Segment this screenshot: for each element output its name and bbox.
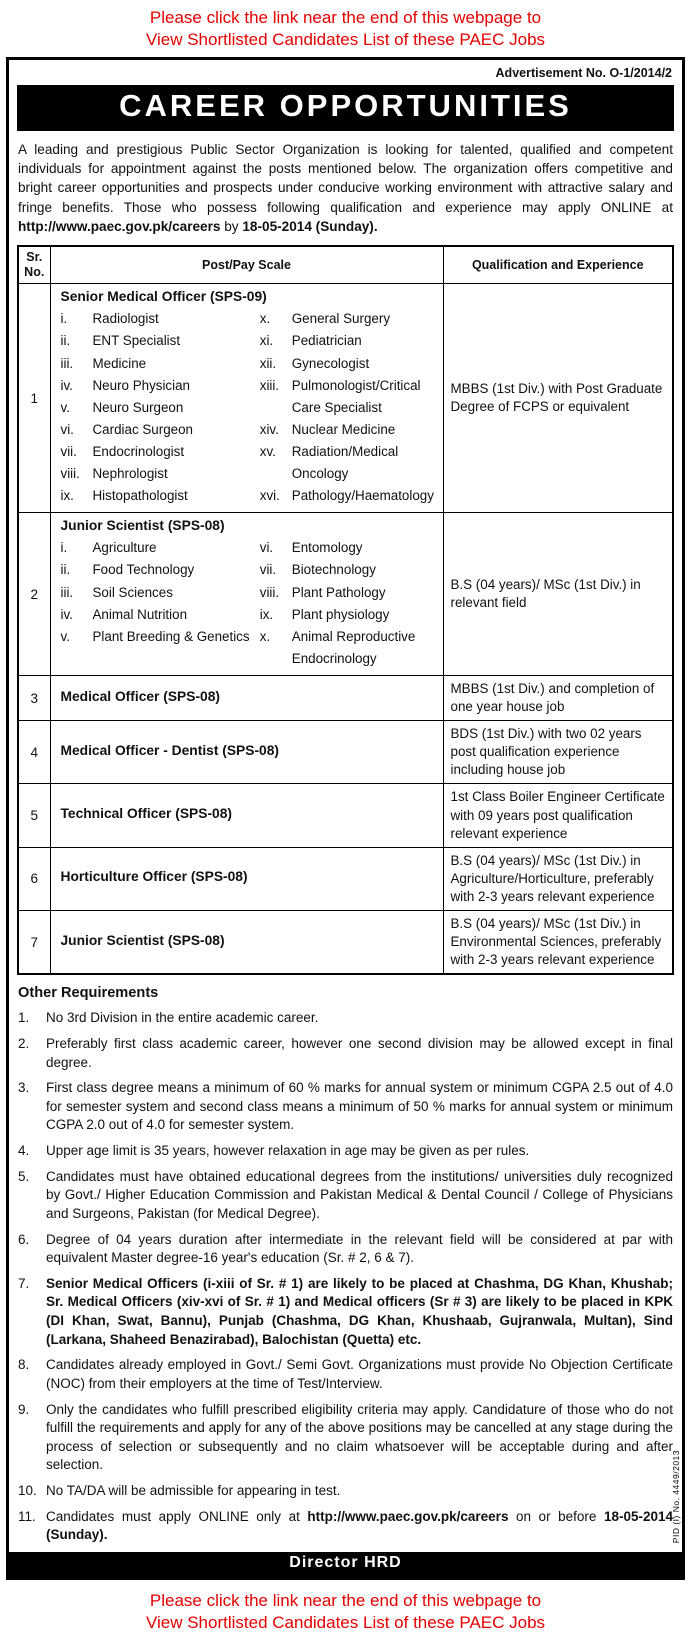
specialty-item xyxy=(61,559,260,581)
requirement-text: No TA/DA will be admissible for appearing in test. xyxy=(46,1483,341,1499)
requirement-number: 5. xyxy=(18,1168,30,1184)
col-header-sr-no: Sr. No. xyxy=(18,246,50,284)
specialty-column-left xyxy=(61,537,260,670)
requirement-item xyxy=(18,1168,673,1224)
post-cell xyxy=(50,513,443,676)
col-header-post-pay-scale: Post/Pay Scale xyxy=(50,246,443,284)
requirement-number: 3. xyxy=(18,1080,30,1096)
post-cell xyxy=(50,284,443,513)
specialty-item xyxy=(61,626,260,648)
post-cell xyxy=(50,676,443,721)
director-hrd-bar xyxy=(9,1552,682,1577)
specialty-numeral: x. xyxy=(259,311,271,327)
specialty-label: Agriculture xyxy=(92,540,157,556)
job-row-junior-scientist-2 xyxy=(18,911,673,975)
notice-bottom xyxy=(0,1590,691,1635)
requirement-text: Preferably first class academic career, however one second division may be allowed except in final degree. xyxy=(46,1035,673,1070)
qualification-cell: B.S (04 years)/ MSc (1st Div.) in Environmental Sciences, preferably with 2-3 years relevant experience xyxy=(443,911,673,975)
sr-cell: 6 xyxy=(18,847,50,910)
specialty-label: Entomology xyxy=(291,540,363,556)
requirement-number: 4. xyxy=(18,1143,30,1159)
requirement-text: Senior Medical Officers (i-xiii of Sr. # 1) are likely to be placed at Chashma, DG Khan, Khushab; Sr. Medical Officers (xiv-xvi of Sr. # 1) and Medical officers (Sr # 3) are likely to be placed in KPK (DI Khan, Swat, Bannu), Punjab (Chashma, DG Khan, Khushaab, Gujranwala, Multan), Sind (Larkana, Shaheed Benazirabad), Balochistan (Quetta) etc. xyxy=(46,1275,673,1347)
post-cell xyxy=(50,721,443,784)
specialty-numeral: viii. xyxy=(60,466,80,482)
notice-top-line1: Please click the link near the end of this webpage to xyxy=(149,8,542,27)
sr-cell: 1 xyxy=(18,284,50,513)
requirement-item xyxy=(18,1508,673,1545)
notice-top xyxy=(0,7,691,52)
specialty-label: Radiologist xyxy=(92,311,159,327)
specialty-label: Pediatrician xyxy=(291,333,362,349)
specialty-numeral: v. xyxy=(60,399,70,415)
post-cell xyxy=(50,784,443,847)
specialty-item xyxy=(61,308,260,330)
requirement-number: 10. xyxy=(18,1483,37,1499)
pid-reference-note: PID (I) No. 4449/2013 xyxy=(671,1449,681,1543)
sr-cell: 7 xyxy=(18,911,50,975)
specialty-numeral: viii. xyxy=(259,584,280,600)
qualification-cell: MBBS (1st Div.) with Post Graduate Degree of FCPS or equivalent xyxy=(443,284,673,513)
specialty-numeral: xiii. xyxy=(259,377,280,393)
post-cell xyxy=(50,911,443,975)
specialty-numeral: ii. xyxy=(60,333,71,349)
requirement-number: 2. xyxy=(18,1035,30,1051)
specialty-list xyxy=(61,308,437,507)
specialty-numeral: i. xyxy=(60,540,68,556)
specialty-list xyxy=(61,537,437,670)
specialty-item xyxy=(260,582,437,604)
requirement-number: 6. xyxy=(18,1231,30,1247)
specialty-label: Gynecologist xyxy=(291,355,370,371)
specialty-item xyxy=(61,485,260,507)
specialty-item xyxy=(61,604,260,626)
specialty-numeral: vi. xyxy=(60,421,74,437)
specialty-item xyxy=(260,419,442,441)
notice-top-line2: View Shortlisted Candidates List of these PAEC Jobs xyxy=(145,30,546,50)
requirement-item xyxy=(18,1356,673,1393)
specialty-item xyxy=(260,441,442,485)
post-title: Junior Scientist (SPS-08) xyxy=(60,932,225,948)
specialty-numeral: i. xyxy=(60,311,68,327)
requirement-item xyxy=(18,1009,673,1028)
sr-cell: 3 xyxy=(18,676,50,721)
specialty-numeral: iv. xyxy=(60,377,73,393)
specialty-column-right xyxy=(260,537,437,670)
specialty-numeral: vii. xyxy=(60,444,77,460)
other-requirements-section xyxy=(18,985,673,1545)
specialty-numeral: v. xyxy=(60,628,70,644)
specialty-column-right xyxy=(260,308,442,507)
specialty-item xyxy=(61,463,260,485)
qualification-cell: B.S (04 years)/ MSc (1st Div.) in relevant field xyxy=(443,513,673,676)
specialty-numeral: iii. xyxy=(60,584,74,600)
post-title: Medical Officer (SPS-08) xyxy=(60,688,220,704)
sr-cell: 2 xyxy=(18,513,50,676)
specialty-label: Biotechnology xyxy=(291,562,376,578)
job-row-junior-scientist xyxy=(18,513,673,676)
specialty-numeral: ix. xyxy=(60,488,74,504)
requirement-item xyxy=(18,1275,673,1350)
specialty-item xyxy=(260,353,442,375)
requirement-text: First class degree means a minimum of 60 % marks for annual system or minimum CGPA 2.5 out of 4.0 for semester system and second class means a minimum of 50 % marks for annual system or minimum CGPA 2.0 out of 4.0 for semester system. xyxy=(46,1080,673,1133)
requirement-item xyxy=(18,1035,673,1072)
specialty-label: Neuro Surgeon xyxy=(92,399,184,415)
col-header-qualification: Qualification and Experience xyxy=(443,246,673,284)
requirement-number: 11. xyxy=(18,1508,36,1524)
specialty-numeral: xii. xyxy=(259,355,277,371)
specialty-numeral: vi. xyxy=(259,540,274,556)
other-requirements-heading: Other Requirements xyxy=(18,985,159,1002)
specialty-item xyxy=(260,604,437,626)
requirement-number: 9. xyxy=(18,1401,30,1417)
specialty-item xyxy=(260,308,442,330)
requirement-item xyxy=(18,1079,673,1135)
specialty-item xyxy=(61,330,260,352)
post-cell xyxy=(50,847,443,910)
specialty-label: Animal Nutrition xyxy=(92,606,188,622)
intro-paragraph: A leading and prestigious Public Sector Organization is looking for talented, qualified and competent individuals for appointment against the posts mentioned below. The organization offers competitive and bright career opportunities and prospects under conducive working environment with attractive salary and fringe benefits. Those who possess following qualification and experience may apply ONLINE at http://www.paec.gov.pk/careers by 18-05-2014 (Sunday). xyxy=(18,141,673,235)
specialty-label: Plant physiology xyxy=(291,606,390,622)
notice-bottom-line2: View Shortlisted Candidates List of these PAEC Jobs xyxy=(145,1613,546,1633)
specialty-label: Histopathologist xyxy=(92,488,188,504)
sr-cell: 4 xyxy=(18,721,50,784)
specialty-numeral: vii. xyxy=(259,562,277,578)
specialty-numeral: ix. xyxy=(259,606,274,622)
requirement-text: Upper age limit is 35 years, however relaxation in age may be given as per rules. xyxy=(46,1143,530,1159)
specialty-label: Nephrologist xyxy=(92,466,168,482)
requirement-item xyxy=(18,1401,673,1476)
director-hrd-label: Director HRD xyxy=(289,1553,402,1571)
requirement-item xyxy=(18,1231,673,1268)
requirements-list xyxy=(18,1009,673,1545)
requirement-text: No 3rd Division in the entire academic career. xyxy=(46,1010,319,1026)
job-row-medical-officer-dentist xyxy=(18,721,673,784)
requirement-number: 1. xyxy=(18,1010,30,1026)
job-row-medical-officer xyxy=(18,676,673,721)
specialty-label: Animal Reproductive Endocrinology xyxy=(291,628,416,666)
qualification-cell: 1st Class Boiler Engineer Certificate with 09 years post qualification relevant experience xyxy=(443,784,673,847)
specialty-item xyxy=(61,441,260,463)
specialty-label: Plant Breeding & Genetics xyxy=(92,628,250,644)
notice-bottom-line1: Please click the link near the end of this webpage to xyxy=(149,1590,542,1610)
specialty-label: Medicine xyxy=(92,355,147,371)
requirement-item xyxy=(18,1482,673,1501)
specialty-item xyxy=(61,537,260,559)
table-header-row xyxy=(18,246,673,284)
specialty-item xyxy=(260,559,437,581)
specialty-item xyxy=(61,419,260,441)
specialty-label: Food Technology xyxy=(92,562,195,578)
specialty-label: ENT Specialist xyxy=(92,333,181,349)
requirement-text: Candidates must have obtained educational degrees from the institutions/ universities duly recognized by Govt./ Higher Education Commission and Pakistan Medical & Dental Council / College of Physicians and Surgeons, Pakistan (for Medical Degree). xyxy=(46,1168,673,1221)
specialty-numeral: iii. xyxy=(60,355,74,371)
job-row-technical-officer xyxy=(18,784,673,847)
specialty-item xyxy=(260,375,442,419)
specialty-numeral: xiv. xyxy=(259,421,279,437)
specialty-label: Pathology/Haematology xyxy=(291,488,434,504)
specialty-label: Radiation/Medical Oncology xyxy=(291,444,399,482)
post-title: Senior Medical Officer (SPS-09) xyxy=(60,289,267,305)
requirement-item xyxy=(18,1142,673,1161)
specialty-label: Cardiac Surgeon xyxy=(92,421,193,437)
specialty-label: Neuro Physician xyxy=(92,377,191,393)
specialty-item xyxy=(260,626,437,670)
specialty-numeral: xi. xyxy=(259,333,274,349)
specialty-item xyxy=(260,485,442,507)
career-opportunities-banner xyxy=(17,85,674,131)
specialty-numeral: iv. xyxy=(60,606,73,622)
job-row-horticulture-officer xyxy=(18,847,673,910)
requirement-number: 7. xyxy=(18,1275,30,1291)
post-title: Medical Officer - Dentist (SPS-08) xyxy=(60,742,280,758)
post-title: Horticulture Officer (SPS-08) xyxy=(60,869,248,885)
specialty-numeral: ii. xyxy=(60,562,71,578)
specialty-item xyxy=(61,582,260,604)
specialty-item xyxy=(61,375,260,397)
specialty-item xyxy=(61,397,260,419)
job-row-senior-medical-officer xyxy=(18,284,673,513)
sr-cell: 5 xyxy=(18,784,50,847)
specialty-label: Nuclear Medicine xyxy=(291,421,396,437)
specialty-label: Soil Sciences xyxy=(92,584,173,600)
requirement-text: Candidates must apply ONLINE only at http://www.paec.gov.pk/careers on or before 18-05-2014 (Sunday). xyxy=(46,1508,673,1543)
specialty-item xyxy=(260,330,442,352)
jobs-table xyxy=(17,245,674,975)
qualification-cell: MBBS (1st Div.) and completion of one year house job xyxy=(443,676,673,721)
specialty-numeral: xv. xyxy=(259,444,276,460)
specialty-label: Pulmonologist/Critical Care Specialist xyxy=(291,377,421,415)
specialty-label: Plant Pathology xyxy=(291,584,386,600)
specialty-label: Endocrinologist xyxy=(92,444,185,460)
specialty-item xyxy=(260,537,437,559)
requirement-text: Only the candidates who fulfill prescribed eligibility criteria may apply. Candidature of those who do not fulfill the requirements and apply for any of the above positions may be cancelled at any stage during the process of selection or subsequently and no claim whatsoever will be acceptable during and after selection. xyxy=(46,1401,673,1473)
post-title: Technical Officer (SPS-08) xyxy=(60,806,232,822)
specialty-column-left xyxy=(61,308,260,507)
post-title: Junior Scientist (SPS-08) xyxy=(60,518,225,534)
qualification-cell: BDS (1st Div.) with two 02 years post qualification experience including house job xyxy=(443,721,673,784)
requirement-text: Candidates already employed in Govt./ Semi Govt. Organizations must provide No Objection Certificate (NOC) from their employers at the time of Test/Interview. xyxy=(46,1357,673,1391)
advertisement-number: Advertisement No. O-1/2014/2 xyxy=(495,65,672,80)
specialty-item xyxy=(61,353,260,375)
specialty-numeral: x. xyxy=(259,628,271,644)
specialty-label: General Surgery xyxy=(291,311,391,327)
requirement-text: Degree of 04 years duration after intermediate in the relevant field will be considered at par with equivalent Master degree-16 year's education (Sr. # 2, 6 & 7). xyxy=(46,1231,673,1266)
requirement-number: 8. xyxy=(18,1357,30,1373)
specialty-numeral: xvi. xyxy=(259,488,280,504)
banner-title: CAREER OPPORTUNITIES xyxy=(119,87,572,123)
qualification-cell: B.S (04 years)/ MSc (1st Div.) in Agriculture/Horticulture, preferably with 2-3 years relevant experience xyxy=(443,847,673,910)
advertisement-body xyxy=(6,57,685,1580)
